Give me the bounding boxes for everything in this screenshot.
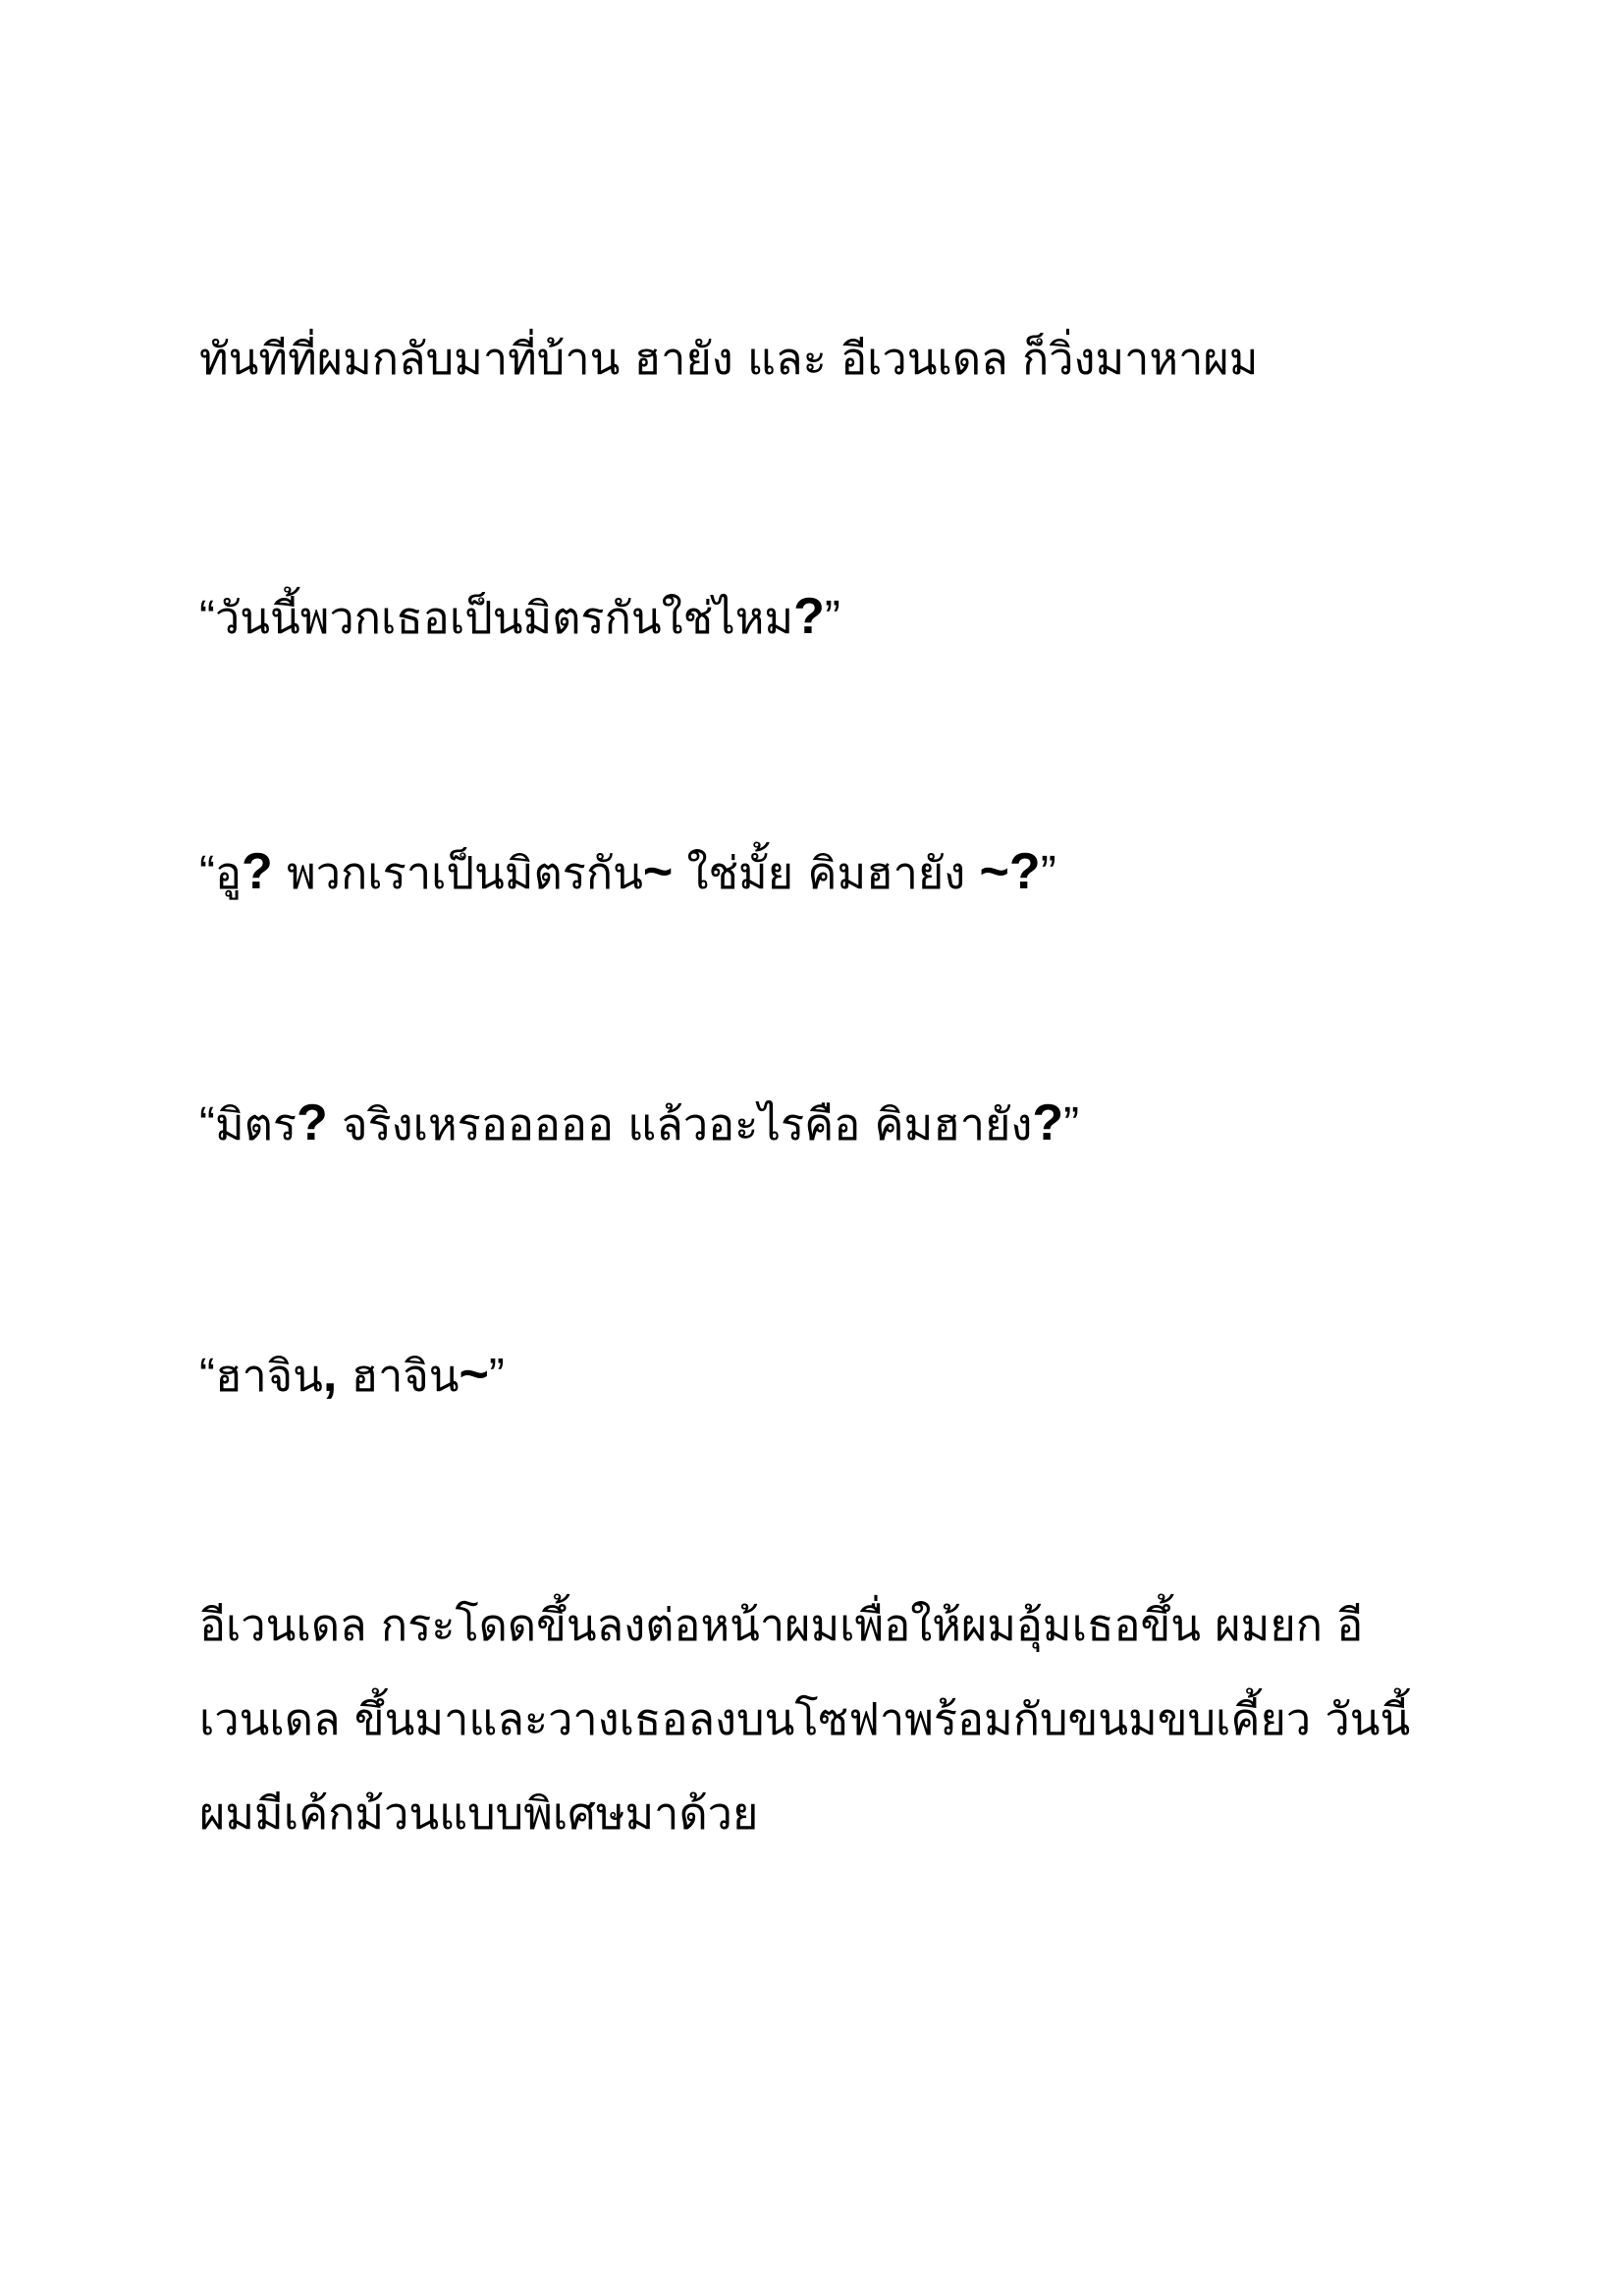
tilde-mark: ~ [642,843,674,900]
narration-line: เวนเดล ขึ้นมาและวางเธอลงบนโซฟาพร้อมกับขนมขบเคี้ยว วันนี้ [199,1693,1411,1745]
question-mark: ? [297,1095,328,1151]
narration-line: ผมมีเค้กม้วนแบบพิเศษมาด้วย [199,1788,759,1840]
dialogue-line-1 [199,569,1436,666]
dialogue-text: อู [214,847,243,899]
comma-mark: , [322,1346,338,1403]
open-quote: “ [199,847,215,899]
narration-paragraph-1 [199,312,1436,406]
tilde-question-mark: ~? [979,843,1041,900]
dialogue-text: พวกเราเป็นมิตรกัน [272,847,643,899]
close-quote: ” [488,1350,505,1402]
narration-paragraph-2 [199,1578,1436,1861]
dialogue-text: มิตร [214,1098,298,1150]
dialogue-line-4 [199,1327,1436,1423]
open-quote: “ [199,1350,215,1402]
narration-text: ทันทีที่ผมกลับมาที่บ้าน ฮายัง และ อีเวนเดล ก็วิ่งมาหาผม [199,333,1259,385]
close-quote: ” [824,592,840,644]
open-quote: “ [199,1098,215,1150]
close-quote: ” [1040,847,1056,899]
tilde-mark: ~ [459,1346,489,1403]
narration-line: อีเวนเดล กระโดดขึ้นลงต่อหน้าผมเพื่อให้ผมอุ้มเธอขึ้น ผมยก อี [199,1599,1364,1651]
dialogue-line-3 [199,1076,1436,1172]
question-mark: ? [242,843,273,900]
dialogue-text: ใช่มั้ย คิมฮายัง [673,847,980,899]
dialogue-line-2 [199,825,1436,921]
close-quote: ” [1063,1098,1080,1150]
dialogue-text: จริงเหรอออออ แล้วอะไรคือ คิมฮายัง [327,1098,1033,1150]
question-mark: ? [1032,1095,1064,1151]
dialogue-text: ฮาจิน [337,1350,460,1402]
dialogue-text: วันนี้พวกเธอเป็นมิตรกันใช่ไหม [214,592,794,644]
question-mark: ? [793,588,825,645]
open-quote: “ [199,592,215,644]
dialogue-text: ฮาจิน [214,1350,323,1402]
